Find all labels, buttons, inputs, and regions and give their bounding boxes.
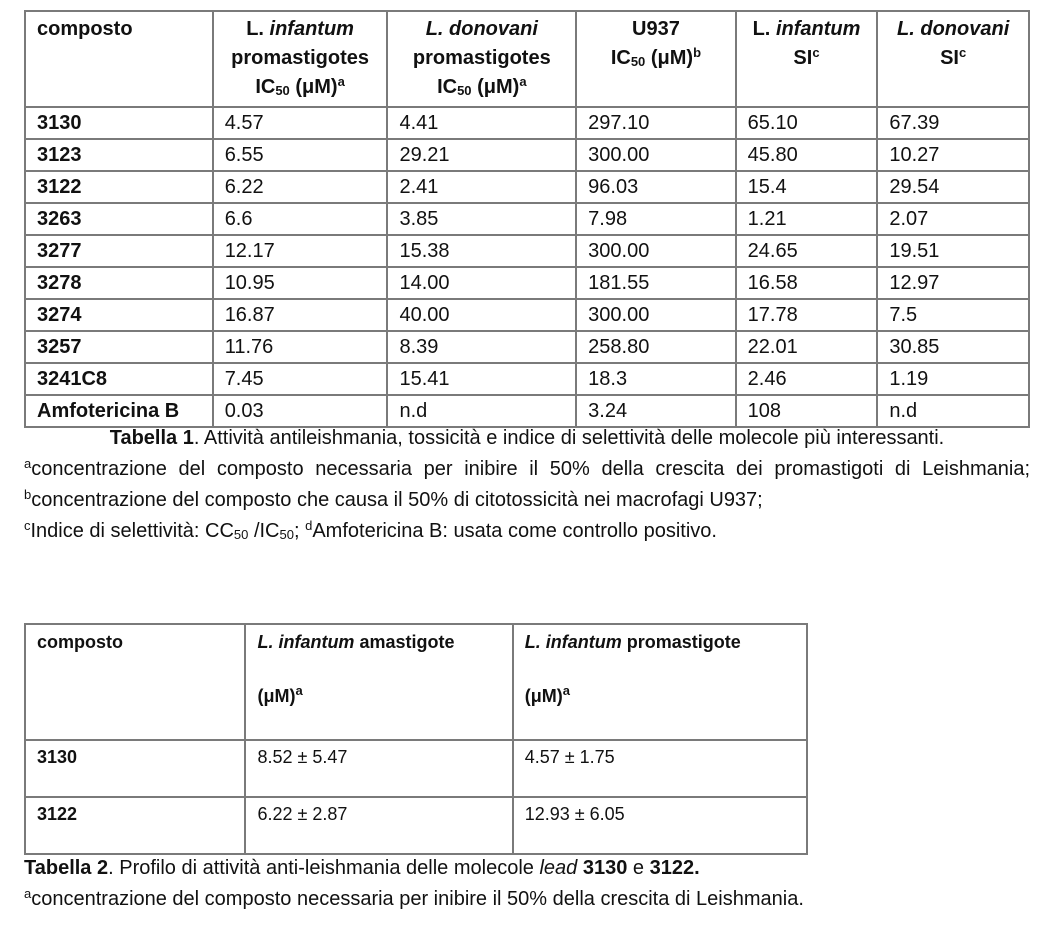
header-text: IC [610, 47, 631, 69]
value-cell: 14.00 [387, 267, 576, 299]
header-l-infantum-amastigote [245, 624, 512, 740]
header-text: IC [437, 76, 458, 98]
footnote-mark: a [337, 74, 345, 89]
header-composto [25, 624, 245, 740]
footnote-mark: c [24, 518, 31, 533]
footnote-a: concentrazione del composto necessaria per inibire il 50% della crescita dei promastigoti di Leishmania; [31, 458, 1030, 480]
value-cell: 96.03 [576, 171, 735, 203]
footnote-mark: b [693, 45, 702, 60]
table-row [25, 363, 1029, 395]
value-cell: n.d [387, 395, 576, 427]
header-text: composto [37, 632, 124, 652]
value-cell: 1.19 [877, 363, 1029, 395]
footnote-c: Indice di selettività: CC [30, 520, 234, 542]
value-cell: 3.24 [576, 395, 735, 427]
value-cell: 45.80 [736, 139, 878, 171]
value-cell: 40.00 [387, 299, 576, 331]
value-cell: 8.39 [387, 331, 576, 363]
table-2-body [25, 740, 807, 854]
value-cell: 7.5 [877, 299, 1029, 331]
value-cell: 12.17 [213, 235, 388, 267]
header-text: promastigotes [231, 47, 369, 69]
footnote-mark: a [295, 683, 303, 698]
compound-cell: 3274 [25, 299, 213, 331]
table-row [25, 267, 1029, 299]
compound-cell: 3241C8 [25, 363, 213, 395]
header-text: promastigote [621, 632, 741, 652]
value-cell: 2.41 [387, 171, 576, 203]
footnote-mark: d [305, 518, 313, 533]
value-cell: 300.00 [576, 235, 735, 267]
header-subscript: 50 [457, 83, 472, 98]
header-text: SI [793, 47, 813, 69]
compound-cell: 3257 [25, 331, 213, 363]
table-2-footnote [24, 884, 804, 915]
header-text: (μM) [471, 76, 520, 98]
footnote-mark: c [959, 45, 967, 60]
compound-cell: Amfotericina B [25, 395, 213, 427]
footnote-d: Amfotericina B: usata come controllo positivo. [312, 520, 717, 542]
value-cell: 1.21 [736, 203, 878, 235]
header-text: (μM) [524, 686, 563, 706]
value-cell: 22.01 [736, 331, 878, 363]
value-cell: 3.85 [387, 203, 576, 235]
value-cell: 108 [736, 395, 878, 427]
header-subscript: 50 [630, 54, 646, 69]
table-row [25, 107, 1029, 139]
header-l-infantum-si [736, 11, 878, 107]
caption-label: Tabella 1 [109, 427, 194, 449]
value-cell: 181.55 [576, 267, 735, 299]
header-text: IC [255, 76, 276, 98]
table-1-body [25, 107, 1029, 427]
footnote-mark: a [24, 456, 32, 471]
header-species: L. donovani [897, 18, 1010, 40]
table-row [25, 235, 1029, 267]
table-2-header-row [25, 624, 807, 740]
compound-cell: 3130 [25, 107, 213, 139]
header-text: (μM) [289, 76, 338, 98]
header-l-infantum-promastigote [513, 624, 807, 740]
footnote-c: /IC [248, 520, 280, 542]
table-1 [24, 10, 1030, 428]
value-cell: 18.3 [576, 363, 735, 395]
compound-cell: 3122 [25, 171, 213, 203]
value-cell: 2.07 [877, 203, 1029, 235]
header-l-donovani-promastigotes [387, 11, 576, 107]
header-species: L. infantum [257, 632, 355, 652]
footnote-b: concentrazione del composto che causa il 50% di citotossicità nei macrofagi U937; [31, 489, 763, 511]
header-l-donovani-si [877, 11, 1029, 107]
value-cell: 6.6 [213, 203, 388, 235]
value-cell: 15.38 [387, 235, 576, 267]
value-cell: 8.52 ± 5.47 [245, 740, 512, 797]
value-cell: 17.78 [736, 299, 878, 331]
value-cell: 6.22 ± 2.87 [245, 797, 512, 854]
header-text: (μM) [645, 47, 694, 69]
table-2-caption [24, 853, 804, 915]
header-text: SI [940, 47, 959, 69]
value-cell: 15.4 [736, 171, 878, 203]
compound-cell: 3122 [25, 797, 245, 854]
table-row [25, 740, 807, 797]
table-1-caption-title [24, 423, 1030, 454]
value-cell: 300.00 [576, 299, 735, 331]
header-text: U937 [632, 18, 680, 40]
header-text: amastigote [354, 632, 455, 652]
header-species: infantum [775, 18, 861, 40]
value-cell: 12.97 [877, 267, 1029, 299]
caption-compound: 3130 [582, 857, 628, 879]
caption-text: . Attività antileishmania, tossicità e indice di selettività delle molecole più interessanti. [193, 427, 945, 449]
header-composto [25, 11, 213, 107]
value-cell: 67.39 [877, 107, 1029, 139]
value-cell: 10.95 [213, 267, 388, 299]
value-cell: 19.51 [877, 235, 1029, 267]
value-cell: 4.57 ± 1.75 [513, 740, 807, 797]
value-cell: 7.45 [213, 363, 388, 395]
table-row [25, 203, 1029, 235]
table-row [25, 139, 1029, 171]
value-cell: 24.65 [736, 235, 878, 267]
table-1-footnotes [24, 454, 1030, 547]
footnote-mark: c [812, 45, 820, 60]
footnote-subscript: 50 [279, 527, 294, 542]
caption-text: . Profilo di attività anti-leishmania delle molecole [108, 857, 540, 879]
compound-cell: 3278 [25, 267, 213, 299]
caption-label: Tabella 2 [24, 857, 109, 879]
header-species: L. infantum [524, 632, 622, 652]
footnote-mark: a [519, 74, 527, 89]
header-species: infantum [269, 18, 354, 40]
footnote-a: concentrazione del composto necessaria per inibire il 50% della crescita di Leishmania. [31, 888, 804, 910]
value-cell: 12.93 ± 6.05 [513, 797, 807, 854]
value-cell: 4.57 [213, 107, 388, 139]
compound-cell: 3263 [25, 203, 213, 235]
header-text: (μM) [257, 686, 296, 706]
table-row [25, 331, 1029, 363]
header-subscript: 50 [275, 83, 290, 98]
value-cell: 300.00 [576, 139, 735, 171]
footnote-c: ; [293, 520, 306, 542]
compound-cell: 3130 [25, 740, 245, 797]
caption-compound: 3122. [649, 857, 700, 879]
header-text: composto [37, 18, 133, 40]
table-1-header-row [25, 11, 1029, 107]
value-cell: 4.41 [387, 107, 576, 139]
value-cell: n.d [877, 395, 1029, 427]
value-cell: 10.27 [877, 139, 1029, 171]
value-cell: 16.87 [213, 299, 388, 331]
header-text: L. [752, 18, 776, 40]
footnote-subscript: 50 [233, 527, 249, 542]
table-2 [24, 623, 808, 855]
value-cell: 6.22 [213, 171, 388, 203]
caption-text: lead [539, 857, 578, 879]
compound-cell: 3277 [25, 235, 213, 267]
caption-text: e [627, 857, 650, 879]
value-cell: 297.10 [576, 107, 735, 139]
value-cell: 65.10 [736, 107, 878, 139]
value-cell: 11.76 [213, 331, 388, 363]
value-cell: 0.03 [213, 395, 388, 427]
value-cell: 7.98 [576, 203, 735, 235]
table-2-caption-title [24, 853, 804, 884]
header-l-infantum-promastigotes [213, 11, 388, 107]
table-row [25, 797, 807, 854]
value-cell: 29.21 [387, 139, 576, 171]
footnote-mark: b [24, 487, 32, 502]
table-row [25, 299, 1029, 331]
footnote-mark: a [562, 683, 570, 698]
header-text: promastigotes [412, 47, 551, 69]
header-u937 [576, 11, 735, 107]
value-cell: 15.41 [387, 363, 576, 395]
header-species: L. donovani [425, 18, 538, 40]
value-cell: 258.80 [576, 331, 735, 363]
value-cell: 6.55 [213, 139, 388, 171]
value-cell: 2.46 [736, 363, 878, 395]
value-cell: 30.85 [877, 331, 1029, 363]
header-text: L. [246, 18, 270, 40]
table-row [25, 171, 1029, 203]
value-cell: 29.54 [877, 171, 1029, 203]
compound-cell: 3123 [25, 139, 213, 171]
table-1-caption [24, 423, 1030, 547]
footnote-mark: a [24, 886, 32, 901]
value-cell: 16.58 [736, 267, 878, 299]
